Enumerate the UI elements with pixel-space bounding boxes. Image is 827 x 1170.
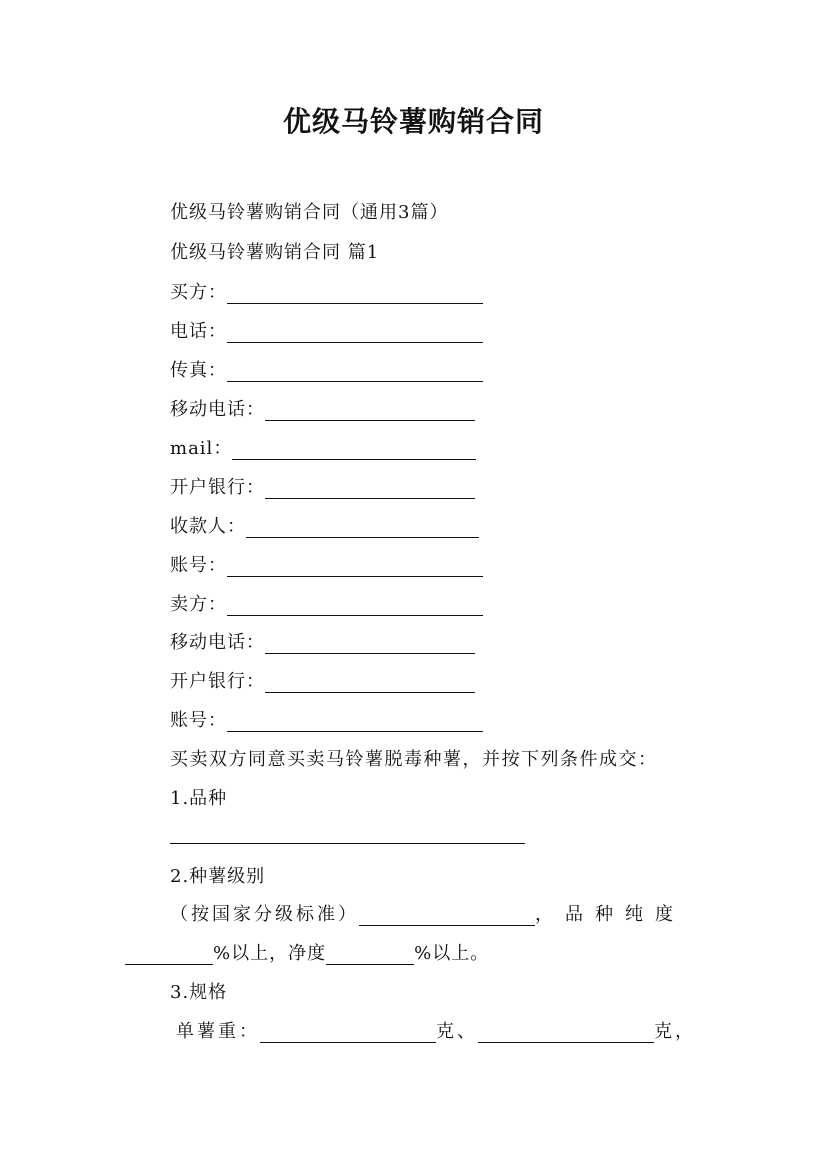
- weight-unit-2: 克，: [654, 1021, 696, 1042]
- buyer-blank[interactable]: [227, 285, 483, 304]
- seller-bank-field: [170, 667, 475, 693]
- phone-field: [170, 317, 483, 343]
- purity-blank[interactable]: [125, 946, 213, 965]
- item-1-heading: 1.品种: [170, 788, 228, 809]
- seller-label: 卖方：: [170, 594, 227, 615]
- document-subtitle: 优级马铃薯购销合同（通用3篇）: [170, 202, 449, 223]
- item-2-heading: 2.种薯级别: [170, 866, 266, 887]
- item-3-heading: 3.规格: [170, 982, 228, 1003]
- variety-field: [170, 823, 525, 844]
- weight-max-blank[interactable]: [478, 1024, 654, 1043]
- seller-account-blank[interactable]: [227, 713, 483, 732]
- variety-blank[interactable]: [170, 825, 525, 844]
- seller-mobile-blank[interactable]: [265, 635, 475, 654]
- weight-min-blank[interactable]: [260, 1024, 436, 1043]
- mobile-label: 移动电话：: [170, 399, 265, 420]
- bank-field: [170, 473, 475, 499]
- purity-label: ，品种纯度: [535, 904, 685, 925]
- mobile-field: [170, 395, 475, 421]
- payee-field: [170, 512, 479, 538]
- account-label: 账号：: [170, 555, 227, 576]
- mail-label: mail：: [170, 438, 233, 459]
- account-blank[interactable]: [227, 558, 483, 577]
- payee-label: 收款人：: [170, 516, 246, 537]
- seller-bank-label: 开户银行：: [170, 671, 265, 692]
- weight-unit-1: 克、: [436, 1021, 478, 1042]
- mail-field: [170, 434, 476, 460]
- agreement-text: 买卖双方同意买卖马铃薯脱毒种薯，并按下列条件成交：: [170, 749, 658, 770]
- fax-field: [170, 356, 483, 382]
- payee-blank[interactable]: [246, 519, 479, 538]
- bank-label: 开户银行：: [170, 477, 265, 498]
- seller-account-field: [170, 706, 483, 732]
- cleanliness-suffix: %以上。: [414, 943, 490, 964]
- fax-label: 传真：: [170, 360, 227, 381]
- seller-bank-blank[interactable]: [265, 674, 475, 693]
- mobile-blank[interactable]: [265, 402, 475, 421]
- section-heading: 优级马铃薯购销合同 篇1: [170, 242, 380, 263]
- seller-mobile-field: [170, 628, 475, 654]
- seller-field: [170, 590, 483, 616]
- seller-blank[interactable]: [227, 597, 483, 616]
- weight-line: [176, 1017, 696, 1043]
- phone-blank[interactable]: [227, 324, 483, 343]
- bank-blank[interactable]: [265, 480, 475, 499]
- grade-line: [170, 900, 685, 926]
- document-title: 优级马铃薯购销合同: [282, 105, 544, 138]
- seller-account-label: 账号：: [170, 710, 227, 731]
- fax-blank[interactable]: [227, 363, 483, 382]
- mail-blank[interactable]: [232, 441, 476, 460]
- grade-blank[interactable]: [359, 907, 535, 926]
- seller-mobile-label: 移动电话：: [170, 632, 265, 653]
- purity-line: [125, 939, 489, 965]
- grade-standard-label: （按国家分级标准）: [170, 904, 359, 925]
- cleanliness-blank[interactable]: [326, 946, 414, 965]
- cleanliness-label: %以上，净度: [213, 943, 327, 964]
- buyer-field: [170, 278, 483, 304]
- phone-label: 电话：: [170, 321, 227, 342]
- account-field: [170, 551, 483, 577]
- weight-label: 单薯重：: [176, 1021, 260, 1042]
- buyer-label: 买方：: [170, 282, 227, 303]
